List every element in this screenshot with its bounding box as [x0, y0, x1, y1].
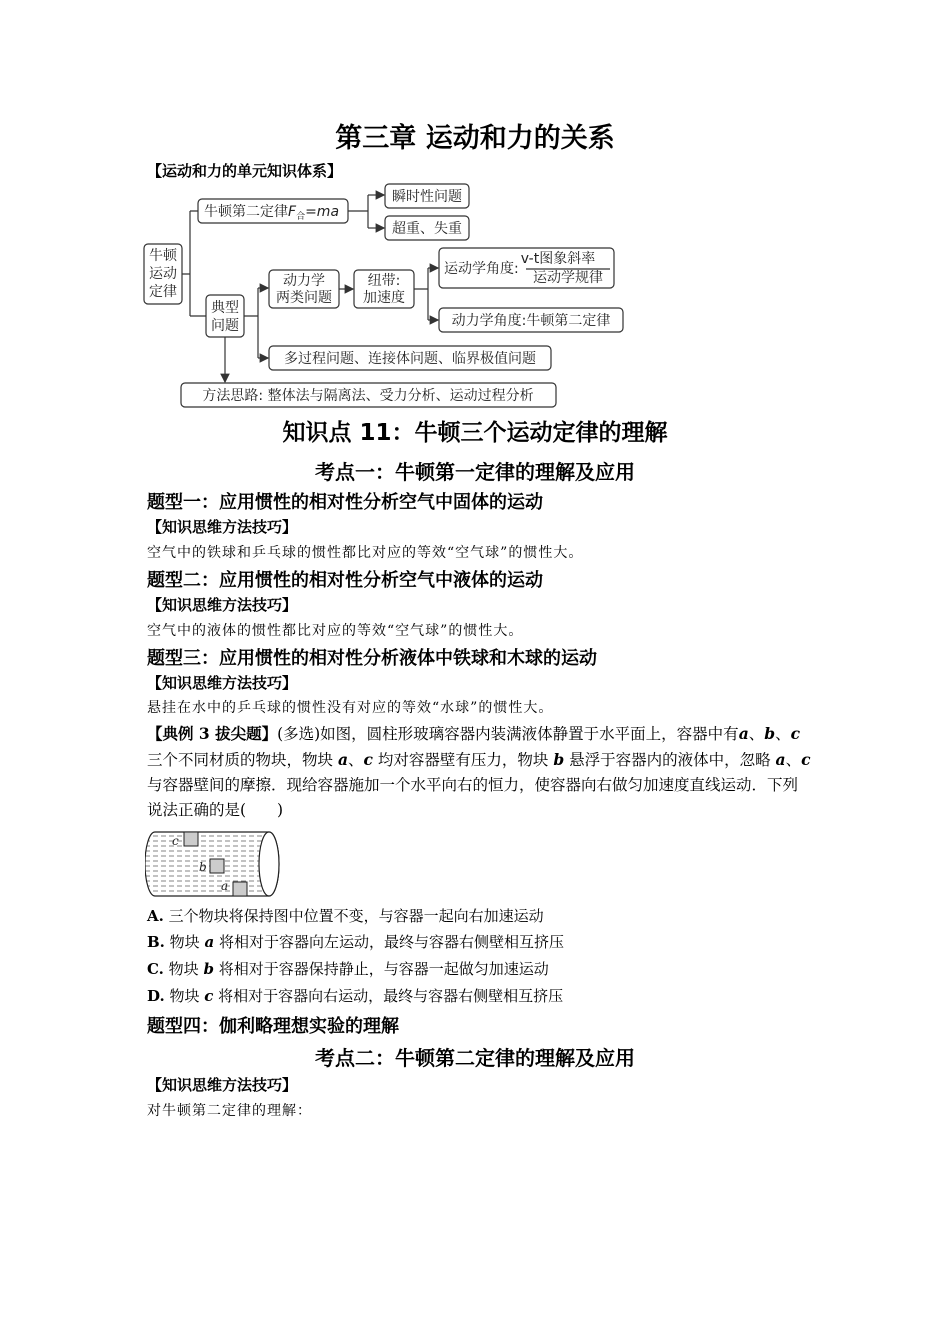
node-newton-laws-line2: 运动: [149, 266, 177, 282]
type-1-heading: 题型一：应用惯性的相对性分析空气中固体的运动: [147, 492, 543, 513]
option-c: C. 物块 b 将相对于容器保持静止，与容器一起做匀加速运动: [147, 960, 549, 978]
node-second-law-label: 牛顿第二定律$F_合=ma$: [204, 204, 340, 222]
node-kinematics-top: v-t图象斜率: [520, 251, 596, 267]
example-3-question: 【典例 3 拔尖题】(多选)如图，圆柱形玻璃容器内装满液体静置于水平面上，容器中有a、b、c 三个不同材质的物块，物块 a、c 均对容器壁有压力，物块 b 悬浮于容器内的液体中，忽略 a、c 与容器壁间的摩擦．现给容器施加一个水平向右的恒力，使容器向右做匀加速度直线运动．下列说法正确的是( ): [147, 724, 811, 819]
node-bridge-line2: 加速度: [363, 290, 405, 306]
kaodian-1-heading: 考点一：牛顿第一定律的理解及应用: [315, 460, 635, 484]
node-newton-laws-line3: 定律: [149, 284, 177, 300]
type-2-heading: 题型二：应用惯性的相对性分析空气中液体的运动: [147, 570, 543, 591]
block-a: [233, 882, 247, 896]
tip-text-1: 空气中的铁球和乒乓球的惯性都比对应的等效“空气球”的惯性大。: [147, 545, 584, 561]
knowledge-point-11: 知识点 11：牛顿三个运动定律的理解: [282, 420, 668, 446]
node-overweight-label: 超重、失重: [392, 221, 462, 237]
node-typical-line1: 典型: [211, 300, 239, 316]
tip-label-5: 【知识思维方法技巧】: [147, 1076, 298, 1094]
tip-text-3: 悬挂在水中的乒乓球的惯性没有对应的等效“水球”的惯性大。: [147, 700, 554, 716]
node-dynamics-angle-label: 动力学角度:牛顿第二定律: [451, 313, 611, 329]
label-c: c: [172, 834, 179, 848]
option-a: A. 三个物块将保持图中位置不变，与容器一起向右加速运动: [147, 907, 544, 925]
tip-label-3: 【知识思维方法技巧】: [147, 674, 298, 692]
node-kinematics-bottom: 运动学规律: [533, 270, 603, 286]
type-3-heading: 题型三：应用惯性的相对性分析液体中铁球和木球的运动: [147, 648, 597, 669]
example-label: 【典例 3 拔尖题】: [147, 724, 278, 743]
node-typical-line2: 问题: [211, 318, 239, 334]
tip-text-5: 对牛顿第二定律的理解：: [147, 1103, 312, 1119]
type-4-heading: 题型四：伽利略理想实验的理解: [147, 1016, 399, 1037]
node-dynamics-two-line1: 动力学: [283, 273, 325, 289]
tip-label-1: 【知识思维方法技巧】: [147, 518, 298, 536]
kaodian-2-heading: 考点二：牛顿第二定律的理解及应用: [315, 1046, 635, 1070]
tip-text-2: 空气中的液体的惯性都比对应的等效“空气球”的惯性大。: [147, 623, 524, 639]
block-b: [210, 859, 224, 873]
node-instant-problem-label: 瞬时性问题: [392, 189, 462, 205]
node-method-label: 方法思路: 整体法与隔离法、受力分析、运动过程分析: [202, 388, 534, 404]
block-c: [184, 832, 198, 846]
option-d: D. 物块 c 将相对于容器向右运动，最终与容器右侧壁相互挤压: [147, 987, 564, 1005]
label-b: b: [199, 860, 207, 874]
node-dynamics-two-line2: 两类问题: [276, 290, 332, 306]
cylinder-end: [259, 832, 279, 896]
node-multi-process-label: 多过程问题、连接体问题、临界极值问题: [284, 351, 536, 367]
label-a: a: [221, 879, 229, 893]
node-bridge-line1: 纽带:: [367, 273, 401, 289]
node-kinematics-label: 运动学角度:: [444, 261, 519, 277]
node-newton-laws-line1: 牛顿: [149, 248, 177, 264]
option-b: B. 物块 a 将相对于容器向左运动，最终与容器右侧壁相互挤压: [147, 933, 564, 951]
tip-label-2: 【知识思维方法技巧】: [147, 596, 298, 614]
container-figure: [145, 828, 285, 900]
section-subheading: 【运动和力的单元知识体系】: [147, 162, 343, 180]
chapter-title: 第三章 运动和力的关系: [335, 123, 615, 154]
knowledge-map-diagram: [140, 178, 640, 410]
